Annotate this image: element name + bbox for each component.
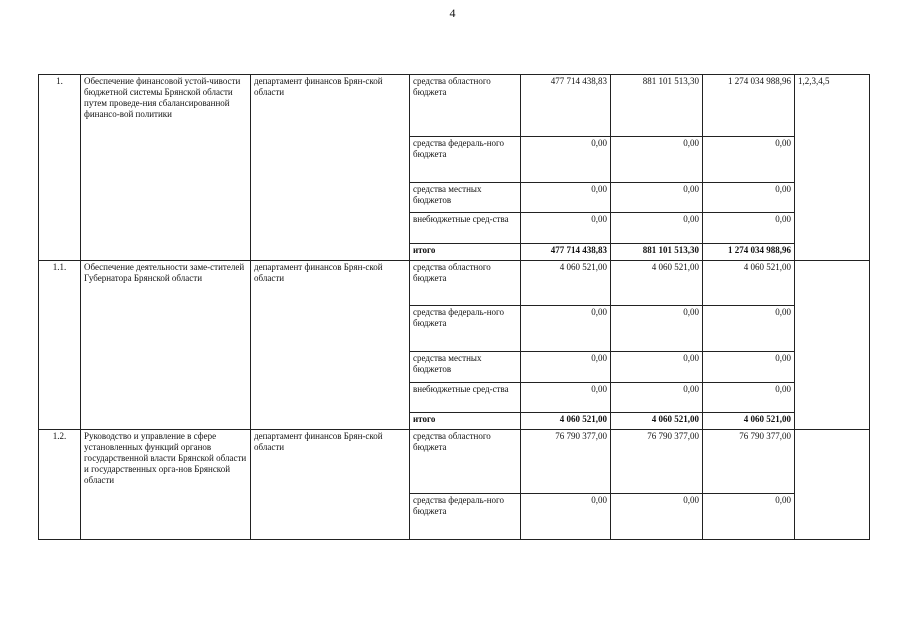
value-year-3: 0,00 bbox=[703, 306, 795, 352]
funding-source: средства областного бюджета bbox=[410, 75, 521, 137]
executor: департамент финансов Брян-ской области bbox=[251, 261, 410, 430]
funding-source: внебюджетные сред-ства bbox=[410, 383, 521, 413]
goal-numbers bbox=[795, 430, 870, 540]
funding-source: средства федераль-ного бюджета bbox=[410, 494, 521, 540]
value-year-2: 0,00 bbox=[611, 137, 703, 183]
value-year-1: 477 714 438,83 bbox=[521, 75, 611, 137]
value-year-1: 0,00 bbox=[521, 306, 611, 352]
value-year-3: 0,00 bbox=[703, 213, 795, 244]
value-year-1: 4 060 521,00 bbox=[521, 261, 611, 306]
value-year-1: 0,00 bbox=[521, 183, 611, 213]
value-year-3: 0,00 bbox=[703, 183, 795, 213]
value-year-1: 76 790 377,00 bbox=[521, 430, 611, 494]
funding-source: средства федераль-ного бюджета bbox=[410, 306, 521, 352]
value-year-3: 0,00 bbox=[703, 352, 795, 383]
table-row bbox=[39, 75, 870, 137]
page-number: 4 bbox=[449, 6, 456, 20]
row-index: 1.2. bbox=[39, 430, 81, 540]
value-year-2: 0,00 bbox=[611, 383, 703, 413]
value-year-1: 0,00 bbox=[521, 352, 611, 383]
value-year-2: 881 101 513,30 bbox=[611, 75, 703, 137]
table-row bbox=[39, 430, 870, 494]
value-year-1: 0,00 bbox=[521, 383, 611, 413]
table-row bbox=[39, 261, 870, 306]
goal-numbers bbox=[795, 261, 870, 430]
funding-source: внебюджетные сред-ства bbox=[410, 213, 521, 244]
value-year-3: 1 274 034 988,96 bbox=[703, 244, 795, 261]
value-year-2: 881 101 513,30 bbox=[611, 244, 703, 261]
row-index: 1.1. bbox=[39, 261, 81, 430]
value-year-3: 1 274 034 988,96 bbox=[703, 75, 795, 137]
value-year-1: 0,00 bbox=[521, 137, 611, 183]
value-year-1: 0,00 bbox=[521, 494, 611, 540]
value-year-2: 4 060 521,00 bbox=[611, 413, 703, 430]
value-year-1: 477 714 438,83 bbox=[521, 244, 611, 261]
goal-numbers: 1,2,3,4,5 bbox=[795, 75, 870, 261]
value-year-3: 4 060 521,00 bbox=[703, 261, 795, 306]
funding-source: средства федераль-ного бюджета bbox=[410, 137, 521, 183]
row-index: 1. bbox=[39, 75, 81, 261]
funding-source: итого bbox=[410, 413, 521, 430]
funding-source: средства местных бюджетов bbox=[410, 183, 521, 213]
funding-source: итого bbox=[410, 244, 521, 261]
value-year-1: 4 060 521,00 bbox=[521, 413, 611, 430]
measure-name: Обеспечение деятельности заме-стителей Губернатора Брянской области bbox=[81, 261, 251, 430]
value-year-1: 0,00 bbox=[521, 213, 611, 244]
value-year-2: 76 790 377,00 bbox=[611, 430, 703, 494]
executor: департамент финансов Брян-ской области bbox=[251, 75, 410, 261]
measure-name: Обеспечение финансовой устой-чивости бюджетной системы Брянской области путем проведе-ния сбалансированной финансо-вой политики bbox=[81, 75, 251, 261]
funding-source: средства областного бюджета bbox=[410, 430, 521, 494]
value-year-2: 0,00 bbox=[611, 213, 703, 244]
value-year-3: 4 060 521,00 bbox=[703, 413, 795, 430]
value-year-2: 4 060 521,00 bbox=[611, 261, 703, 306]
value-year-2: 0,00 bbox=[611, 183, 703, 213]
measure-name: Руководство и управление в сфере установленных функций органов государственной власти Брянской области и государственных орга-нов Брянской области bbox=[81, 430, 251, 540]
program-table bbox=[38, 74, 870, 540]
value-year-2: 0,00 bbox=[611, 306, 703, 352]
funding-source: средства областного бюджета bbox=[410, 261, 521, 306]
value-year-3: 0,00 bbox=[703, 137, 795, 183]
value-year-2: 0,00 bbox=[611, 494, 703, 540]
funding-source: средства местных бюджетов bbox=[410, 352, 521, 383]
value-year-2: 0,00 bbox=[611, 352, 703, 383]
value-year-3: 0,00 bbox=[703, 383, 795, 413]
value-year-3: 0,00 bbox=[703, 494, 795, 540]
value-year-3: 76 790 377,00 bbox=[703, 430, 795, 494]
executor: департамент финансов Брян-ской области bbox=[251, 430, 410, 540]
